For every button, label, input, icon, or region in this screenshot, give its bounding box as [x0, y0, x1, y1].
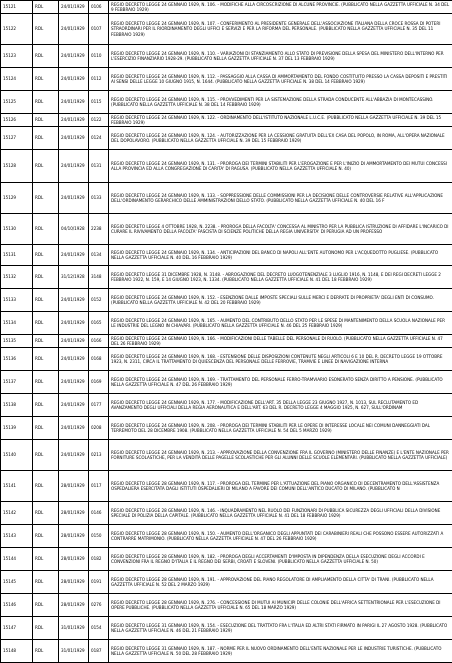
act-code-cell: 0110	[89, 45, 109, 68]
act-type-cell: RDL	[33, 245, 59, 266]
table-row	[1, 45, 452, 68]
description-cell: REGIO DECRETO LEGGE 24 GENNAIO 1929, N. 131. - PROROGA DEI TERMINI STABILITI PER L'EROGAZIONE E PER L'INIZIO DI AMMORTAMENTO DEI MUTUI CONCESSI ALLA PROVINCIA ED ALLA CONGREGAZIONE DI CARITA' DI RAGUSA. (PUBBLICATO NELLA GAZZETTA UFFICIALE N. 40)	[109, 150, 452, 183]
record-number-cell: 15140	[1, 440, 33, 471]
act-type-cell: RDL	[33, 91, 59, 114]
description-cell: REGIO DECRETO LEGGE 24 GENNAIO 1929, N. 134. - ANTICIPAZIONI DEL BANCO DI NAPOLI ALL'ENTE AUTONOMO PER L'ACQUEDOTTO PUGLIESE. (PUBBLICATO NELLA GAZZETTA UFFICIALE N. 40 DEL 16 FEBBRAIO 1929)	[109, 245, 452, 266]
record-number-cell: 15137	[1, 371, 33, 394]
act-type-cell: RDL	[33, 183, 59, 214]
description-cell: REGIO DECRETO LEGGE 24 GENNAIO 1929, N. 122. - ORDINAMENTO DELL'ISTITUTO NAZIONALE L.U.C.E. (PUBBLICATO NELLA GAZZETTA UFFICIALE N. 39 DEL 15 FEBBRAIO 1929)	[109, 114, 452, 127]
act-type-cell: RDL	[33, 214, 59, 245]
act-code-cell: 0152	[89, 289, 109, 312]
description-cell: REGIO DECRETO LEGGE 28 GENNAIO 1929, N. 276. - CONCESSIONE DI MUTUI AI MUNICIPI DELLE COLONIE DELL'AFRICA SETTENTRIONALE PER L'ESECUZIONE DI OPERE PUBBLICHE. (PUBBLICATO NELLA GAZZETTA UFFICIALE N. 65 DEL 18 MARZO 1929)	[109, 594, 452, 617]
record-number-cell: 15144	[1, 548, 33, 571]
act-code-cell: 0168	[89, 348, 109, 371]
act-code-cell: 0213	[89, 440, 109, 471]
act-code-cell: 0115	[89, 91, 109, 114]
act-date-cell: 28/01/1929	[59, 525, 89, 548]
record-number-cell: 15132	[1, 266, 33, 289]
act-date-cell: 04/10/1928	[59, 214, 89, 245]
act-type-cell: RDL	[33, 312, 59, 335]
record-number-cell: 15134	[1, 312, 33, 335]
act-type-cell: RDL	[33, 150, 59, 183]
description-cell: REGIO DECRETO LEGGE 24 GENNAIO 1929, N. 107. - CONFERIMENTO AL PRESIDENTE GENERALE DELL'ASSOCIAZIONE ITALIANA DELLA CROCE ROSSA DI POTERI STRAORDINARI PER IL RIORDINAMENTO DEGLI UFFICI E SERVIZI E PER LA RIFORMA DEL PERSONALE. (PUBBLICATO NELLA GAZZETTA UFFICIALE N. 35 DEL 11 FEBBRAIO 1929)	[109, 14, 452, 45]
record-number-cell: 15131	[1, 245, 33, 266]
table-row	[1, 1, 452, 14]
description-cell: REGIO DECRETO LEGGE 24 GENNAIO 1929, N. 112. - PASSAGGIO ALLA CASSA DI AMMORTAMENTO DEL FONDO COSTITUITO PRESSO LA CASSA DEPOSITI E PRESTITI AI SENSI DELLE LEGGE 10 GIUGNO 1915, N. 1644. (PUBBLICATO NELLA GAZZETTA UFFICIALE N. 38 DEL 14 FEBBRAIO 1929)	[109, 68, 452, 91]
act-type-cell: RDL	[33, 471, 59, 502]
record-number-cell: 15127	[1, 127, 33, 150]
act-date-cell: 24/01/1929	[59, 312, 89, 335]
description-cell: REGIO DECRETO LEGGE 24 GENNAIO 1929, N. 208. - PROROGA DEI TERMINI STABILITI PER LE OPERE DI INTERESSE LOCALE NEI COMUNI DANNEGGIATI DAL TERREMOTO DEL 28 DICEMBRE 1908. (PUBBLICATO NELLA GAZZETTA UFFICIALE N. 54 DEL 5 MARZO 1929)	[109, 417, 452, 440]
table-row	[1, 214, 452, 245]
act-code-cell: 0106	[89, 1, 109, 14]
table-row	[1, 150, 452, 183]
act-date-cell: 24/01/1929	[59, 91, 89, 114]
table-row	[1, 417, 452, 440]
description-cell: REGIO DECRETO LEGGE 24 GENNAIO 1929, N. 115. - PROVVEDIMENTI PER LA SISTEMAZIONE DELLA STRADA CONDUCENTE ALL'ABBAZIA DI MONTECASSINO. (PUBBLICATO NELLA GAZZETTA UFFICIALE N. 38 DEL 14 FEBBRAIO 1929)	[109, 91, 452, 114]
record-number-cell: 15129	[1, 183, 33, 214]
act-type-cell: RDL	[33, 45, 59, 68]
description-cell: REGIO DECRETO LEGGE 31 GENNAIO 1929, N. 154. - ESECUZIONE DEL TRATTATO FRA L'ITALIA ED ALTRI STATI FIRMATO IN PARIGI IL 27 AGOSTO 1928. (PUBBLICATO NELLA GAZZETTA UFFICIALE N. 46 DEL 21 FEBBRAIO 1929)	[109, 617, 452, 640]
act-type-cell: RDL	[33, 502, 59, 525]
act-date-cell: 24/01/1929	[59, 68, 89, 91]
act-date-cell: 24/01/1929	[59, 114, 89, 127]
act-code-cell: 0112	[89, 68, 109, 91]
table-row	[1, 312, 452, 335]
description-cell: REGIO DECRETO LEGGE 24 GENNAIO 1929, N. 166. - MODIFICAZIONI DELLE TABELLE DEL PERSONALE DI RUOLO. (PUBBLICATO NELLA GAZZETTA UFFICIALE N. 47 DEL 26 FEBBRAIO 1929)	[109, 335, 452, 348]
act-type-cell: RDL	[33, 394, 59, 417]
act-date-cell: 31/12/1928	[59, 266, 89, 289]
record-number-cell: 15147	[1, 617, 33, 640]
table-row	[1, 289, 452, 312]
act-code-cell: 0134	[89, 245, 109, 266]
table-row	[1, 371, 452, 394]
act-date-cell: 28/01/1929	[59, 571, 89, 594]
act-type-cell: RDL	[33, 114, 59, 127]
table-row	[1, 471, 452, 502]
record-number-cell: 15135	[1, 335, 33, 348]
act-type-cell: RDL	[33, 335, 59, 348]
act-date-cell: 24/01/1929	[59, 440, 89, 471]
record-number-cell: 15146	[1, 594, 33, 617]
table-row	[1, 14, 452, 45]
record-number-cell: 15138	[1, 394, 33, 417]
act-type-cell: RDL	[33, 1, 59, 14]
act-type-cell: RDL	[33, 417, 59, 440]
act-type-cell: RDL	[33, 571, 59, 594]
table-row	[1, 571, 452, 594]
act-date-cell: 24/01/1929	[59, 45, 89, 68]
description-cell: REGIO DECRETO LEGGE 31 GENNAIO 1929, N. 187. - NORME PER IL NUOVO ORDINAMENTO DELL'ENTE NAZIONALE PER LE INDUSTRIE TURISTICHE. (PUBBLICATO NELLA GAZZETTA UFFICIALE N. 50 DEL 28 FEBBRAIO 1929)	[109, 640, 452, 663]
act-type-cell: RDL	[33, 548, 59, 571]
act-type-cell: RDL	[33, 289, 59, 312]
act-date-cell: 24/01/1929	[59, 335, 89, 348]
act-code-cell: 0124	[89, 127, 109, 150]
table-row	[1, 640, 452, 663]
act-type-cell: RDL	[33, 68, 59, 91]
act-code-cell: 0276	[89, 594, 109, 617]
description-cell: REGIO DECRETO LEGGE 24 GENNAIO 1929, N. 213. - APPROVAZIONE DELLA CONVENZIONE FRA IL GOVERNO (MINISTERO DELLE FINANZE) E L'ENTE NAZIONALE PER FORNITURE SCOLASTICHE, PER LA VENDITA DELLE PAGELLE SCOLASTICHE PER GLI ALUNNI DELLE SCUOLE ELEMENTARI. (PUBBLICATO NELLA GAZZETTA UFFICIALE)	[109, 440, 452, 471]
record-number-cell: 15123	[1, 45, 33, 68]
act-code-cell: 3148	[89, 266, 109, 289]
act-date-cell: 24/01/1929	[59, 150, 89, 183]
act-date-cell: 24/01/1929	[59, 417, 89, 440]
act-code-cell: 0169	[89, 371, 109, 394]
act-date-cell: 31/01/1929	[59, 617, 89, 640]
description-cell: REGIO DECRETO LEGGE 24 GENNAIO 1929, N. 133. - SOPPRESSIONE DELLE COMMISSIONI PER LA DECISIONE DELLE CONTROVERSIE RELATIVE ALL'APPLICAZIONE DELL'ORDINAMENTO GERARCHICO DELLE AMMINISTRAZIONI DELLO STATO. (PUBBLICATO NELLA GAZZETTA UFFICIALE N. 40 DEL 16 F	[109, 183, 452, 214]
description-cell: REGIO DECRETO LEGGE 24 GENNAIO 1929, N. 165. - AUMENTO DEL CONTRIBUTO DELLO STATO PER LE SPESE DI MANTENIMENTO DELLA SCUOLA NAZIONALE PER LE INDUSTRIE DEL LEGNO IN CHIAVARI. (PUBBLICATO NELLA GAZZETTA UFFICIALE N. 46 DEL 25 FEBBRAIO 1929)	[109, 312, 452, 335]
act-type-cell: RDL	[33, 14, 59, 45]
table-row	[1, 440, 452, 471]
act-date-cell: 24/01/1929	[59, 14, 89, 45]
record-number-cell: 15124	[1, 68, 33, 91]
act-code-cell: 0131	[89, 150, 109, 183]
description-cell: REGIO DECRETO LEGGE 24 GENNAIO 1929, N. 110. - VARIAZIONI DI STANZIAMENTO ALLO STATO DI PREVISIONE DELLA SPESA DEL MINISTERO DELL'INTERNO PER L'ESERCIZIO FINANZIARIO 1928-29. (PUBBLICATO NELLA GAZZETTA UFFICIALE N. 37 DEL 13 FEBBRAIO 1929)	[109, 45, 452, 68]
act-code-cell: 0191	[89, 571, 109, 594]
act-date-cell: 31/01/1929	[59, 640, 89, 663]
act-type-cell: RDL	[33, 371, 59, 394]
description-cell: REGIO DECRETO LEGGE 24 GENNAIO 1929, N. 124. - AUTORIZZAZIONE PER LA CESSIONE GRATUITA DELL'EX CASA DEL POPOLO, IN ROMA, ALL'OPERA NAZIONALE DEL DOPOLAVORO. (PUBBLICATO NELLA GAZZETTA UFFICIALE N. 39 DEL 15 FEBBRAIO 1929)	[109, 127, 452, 150]
description-cell: REGIO DECRETO LEGGE 24 GENNAIO 1929, N. 177. - MODIFICAZIONE DELL'ART. 35 DELLA LEGGE 23 GIUGNO 1927, N. 1013, SUL RECLUTAMENTO ED AVANZAMENTO DEGLI UFFICIALI DELLA REGIA AERONAUTICA E DELL'ART. 63 DEL R. DECRETO LEGGE 4 MAGGIO 1925, N. 627, SULL'ORDINAM	[109, 394, 452, 417]
record-number-cell: 15125	[1, 91, 33, 114]
description-cell: REGIO DECRETO LEGGE 4 OTTOBRE 1928, N. 2238. - PROROGA DELLA FACOLTA' CONCESSA AL MINISTRO PER LA PUBBLICA ISTRUZIONE DI AFFIDARE L'INCARICO DI CURARE IL RIVIVAMENTO DELLA FACOLTA' FASCISTA DI SCIENZE POLITICHE DELLA REGIA UNIVERSITA' DI PERUGIA AD UN PROFESSO	[109, 214, 452, 245]
act-type-cell: RDL	[33, 348, 59, 371]
record-number-cell: 15142	[1, 502, 33, 525]
description-cell: REGIO DECRETO LEGGE 24 GENNAIO 1929, N. 106. - MODIFICHE ALLA CIRCOSCRIZIONE DI ALCUNE PROVINCIE. (PUBBLICATO NELLA GAZZETTA UFFICIALE N. 34 DEL 9 FEBBRAIO 1929)	[109, 1, 452, 14]
table-row	[1, 266, 452, 289]
act-code-cell: 0146	[89, 502, 109, 525]
act-date-cell: 28/01/1929	[59, 548, 89, 571]
table-row	[1, 594, 452, 617]
table-row	[1, 68, 452, 91]
act-type-cell: RDL	[33, 640, 59, 663]
act-type-cell: RDL	[33, 127, 59, 150]
act-date-cell: 24/01/1929	[59, 127, 89, 150]
description-cell: REGIO DECRETO LEGGE 31 DICEMBRE 1928, N. 3148. - ABROGAZIONE DEL DECRETO LUOGOTENENZIALE 3 LUGLIO 1916, N. 1148, E DEI REGI DECRETI LEGGE 2 FEBBRAIO 1922, N. 159, E 14 GIUGNO 1923, N. 1334. (PUBBLICATO NELLA GAZZETTA UFFICIALE N. 41 DEL 18 FEBBRAIO 1929)	[109, 266, 452, 289]
table-row	[1, 91, 452, 114]
decree-register-body	[1, 1, 452, 663]
record-number-cell: 15141	[1, 471, 33, 502]
act-code-cell: 0165	[89, 312, 109, 335]
description-cell: REGIO DECRETO LEGGE 28 GENNAIO 1929, N. 191. - APPROVAZIONE DEL PIANO REGOLATORE DI AMPLIAMENTO DELLA CITTA' DI TRANI. (PUBBLICATO NELLA GAZZETTA UFFICIALE N. 52 DEL 2 MARZO 1929)	[109, 571, 452, 594]
act-date-cell: 24/01/1929	[59, 245, 89, 266]
act-date-cell: 24/01/1929	[59, 183, 89, 214]
record-number-cell: 15133	[1, 289, 33, 312]
table-row	[1, 348, 452, 371]
act-date-cell: 28/01/1929	[59, 594, 89, 617]
act-date-cell: 24/01/1929	[59, 394, 89, 417]
table-row	[1, 617, 452, 640]
act-date-cell: 28/01/1929	[59, 471, 89, 502]
table-row	[1, 127, 452, 150]
act-code-cell: 0177	[89, 394, 109, 417]
record-number-cell: 15126	[1, 114, 33, 127]
table-row	[1, 394, 452, 417]
record-number-cell: 15136	[1, 348, 33, 371]
act-code-cell: 2238	[89, 214, 109, 245]
act-code-cell: 0122	[89, 114, 109, 127]
table-row	[1, 335, 452, 348]
record-number-cell: 15145	[1, 571, 33, 594]
record-number-cell: 15148	[1, 640, 33, 663]
table-row	[1, 245, 452, 266]
description-cell: REGIO DECRETO LEGGE 24 GENNAIO 1929, N. 169. - TRATTAMENTO DEL PERSONALE FERRO-TRAMVIARIO ESONERATO SENZA DIRITTO A PENSIONE. (PUBBLICATO NELLA GAZZETTA UFFICIALE N. 47 DEL 26 FEBBRAIO 1929)	[109, 371, 452, 394]
act-type-cell: RDL	[33, 440, 59, 471]
act-code-cell: 0187	[89, 640, 109, 663]
table-row	[1, 183, 452, 214]
act-code-cell: 0107	[89, 14, 109, 45]
act-type-cell: RDL	[33, 266, 59, 289]
table-row	[1, 114, 452, 127]
record-number-cell: 15122	[1, 14, 33, 45]
table-row	[1, 525, 452, 548]
description-cell: REGIO DECRETO LEGGE 24 GENNAIO 1929, N. 168. - ESTENSIONE DELLE DISPOSIZIONI CONTENUTE NEGLI ARTICOLI 6 E 10 DEL R. DECRETO LEGGE 19 OTTOBRE 1923, N. 2311, CIRCA IL TRATTAMENTO DI QUIESCENZA DEL PERSONALE DELLE FERROVIE, TRAMVIE E LINEE DI NAVIGAZIONE INTERNA	[109, 348, 452, 371]
record-number-cell: 15139	[1, 417, 33, 440]
act-date-cell: 24/01/1929	[59, 1, 89, 14]
act-code-cell: 0150	[89, 525, 109, 548]
table-row	[1, 502, 452, 525]
description-cell: REGIO DECRETO LEGGE 24 GENNAIO 1929, N. 152. - ESENZIONE DALLE IMPOSTE SPECIALI SULLE MERCI E DERRATE DI PROPRIETA' DEGLI ENTI DI CONSUMO. (PUBBLICATO NELLA GAZZETTA UFFICIALE N. 42 DEL 20 FEBBRAIO 1929)	[109, 289, 452, 312]
act-date-cell: 24/01/1929	[59, 348, 89, 371]
record-number-cell: 15121	[1, 1, 33, 14]
act-code-cell: 0117	[89, 471, 109, 502]
record-number-cell: 15143	[1, 525, 33, 548]
description-cell: REGIO DECRETO LEGGE 28 GENNAIO 1929, N. 182. - PROROGA DEGLI ACCERTAMENTI D'IMPOSTA IN DIPENDENZA DELLA ESECUZIONE DEGLI ACCORDI E CONVENZIONI FRA IL REGNO D'ITALIA E IL REGNO DEI SERBI, CROATI E SLOVENI. (PUBBLICATO NELLA GAZZETTA UFFICIALE N. 50)	[109, 548, 452, 571]
description-cell: REGIO DECRETO LEGGE 28 GENNAIO 1929, N. 150. - AUMENTO DELL'ORGANICO DEGLI APPUNTATI DEI CARABINIERI REALI CHE POSSONO ESSERE AUTORIZZATI A CONTRARRE MATRIMONIO. (PUBBLICATO NELLA GAZZETTA UFFICIALE N. 47 DEL 26 FEBBRAIO 1929)	[109, 525, 452, 548]
act-date-cell: 24/01/1929	[59, 289, 89, 312]
act-code-cell: 0133	[89, 183, 109, 214]
act-type-cell: RDL	[33, 617, 59, 640]
act-date-cell: 24/01/1929	[59, 371, 89, 394]
act-type-cell: RDL	[33, 594, 59, 617]
table-row	[1, 548, 452, 571]
act-type-cell: RDL	[33, 525, 59, 548]
act-date-cell: 28/01/1929	[59, 502, 89, 525]
record-number-cell: 15128	[1, 150, 33, 183]
act-code-cell: 0154	[89, 617, 109, 640]
act-code-cell: 0208	[89, 417, 109, 440]
act-code-cell: 0182	[89, 548, 109, 571]
description-cell: REGIO DECRETO LEGGE 28 GENNAIO 1929, N. 146. - INQUADRAMENTO NEL RUOLO DEI FUNZIONARI DI PUBBLICA SICUREZZA DEGLI UFFICIALI DELLA DIVISIONE SPECIALE DI POLIZIA DELLA CAPITALE. (PUBBLICATO NELLA GAZZETTA UFFICIALE N. 41 DEL 18 FEBBRAIO 1929)	[109, 502, 452, 525]
description-cell: REGIO DECRETO LEGGE 28 GENNAIO 1929, N. 117. - PROROGA DEL TERMINE PER L'ATTUAZIONE DEL PIANO ORGANICO DI DECENTRAMENTO DELL'ASSISTENZA OSPEDALIERA ESERCITATA DAGLI ISTITUTI OSPEDALIERI DI MILANO A FAVORE DEI COMUNI DELL'ANTICO DUCATO DI MILANO. (PUBBLICATO N	[109, 471, 452, 502]
record-number-cell: 15130	[1, 214, 33, 245]
act-code-cell: 0166	[89, 335, 109, 348]
